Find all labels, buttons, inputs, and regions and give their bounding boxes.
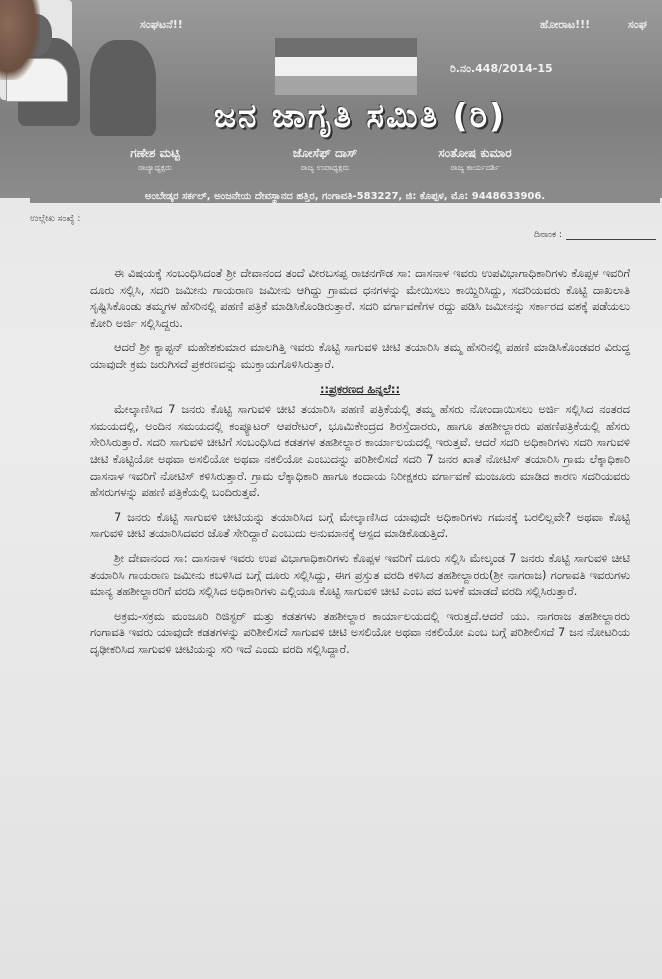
officer-secretary [420,146,530,173]
officer-role: ರಾಜ್ಯಾಧ್ಯಕ್ಷರು [138,163,172,172]
registration-number: ರಿ.ನಂ.448/2014-15 [450,62,553,75]
section-heading: ::ಪ್ರಕರಣದ ಹಿನ್ನಲೆ:: [319,381,401,396]
reference-number-label: ಉಲ್ಲೇಖ ಸಂಖ್ಯೆ : [30,214,81,224]
date-label: ದಿನಾಂಕ : [534,230,562,240]
slogan-far: ಸಂಘ [628,18,647,31]
officer-name: ಜೋಸೆಫ್ ದಾಸ್ [292,146,358,160]
officer-role: ರಾಜ್ಯ ಉಪಾಧ್ಯಕ್ಷರು [300,163,350,172]
paragraph-2: ಆದರೆ ಶ್ರೀ ಕ್ಯಾಪ್ಟನ್ ಮಹೇಶಕುಮಾರ ಮಾಲಗಿತ್ತಿ ಇವರು ಕೊಟ್ಟಿ ಸಾಗುವಳಿ ಚೀಟಿ ತಯಾರಿಸಿ ತಮ್ಮ ಹೆಸರಿನಲ್ಲಿ ಪಹಣಿ ಮಾಡಿಸಿಕೊಂಡವರ ವಿರುದ್ಧ ಯಾವುದೇ ಕ್ರಮ ಜರುಗಿಸದೆ ಪ್ರಕರಣವನ್ನು ಮುಕ್ತಾಯಗೊಳಿಸಿರುತ್ತಾರೆ. [90,340,630,371]
officer-name: ಗಣೇಶ ಮಟ್ಟಿ [130,146,180,160]
slogan-left: ಸಂಘಟನೆ!! [140,18,183,31]
paragraph-6: ಅಕ್ರಮ-ಸಕ್ರಮ ಮಂಜೂರಿ ರಿಜಿಸ್ಟರ್ ಮತ್ತು ಕಡತಗಳು ತಹಶೀಲ್ದಾರ ಕಾರ್ಯಾಲಯದಲ್ಲಿ ಇರುತ್ತದೆ.ಆದರೆ ಯು. ನಾಗರಾಜ ತಹಶೀಲ್ದಾರರು ಗಂಗಾವತಿ ಇವರು ಯಾವುದೇ ಕಡತಗಳನ್ನು ಪರಿಶೀಲಿಸದೆ ಸಾಗುವಳಿ ಚೀಟಿ ಅಸಲಿಯೋ ಅಥವಾ ನಕಲಿಯೋ ಎಂಬ ಬಗ್ಗೆ ಪರಿಶೀಲಿಸದೆ 7 ಜನ ನೋಟರಿಯ ದೃಢೀಕರಿಸಿದ ಸಾಗುವಳಿ ಚೀಟಿಯನ್ನು ಸರಿ ಇದೆ ಎಂದು ವರದಿ ಸಲ್ಲಿಸಿದ್ದಾರೆ. [90,608,630,656]
organization-address: ಅಂಬೇಡ್ಕರ ಸರ್ಕಲ್, ಅಂಜನೇಯ ದೇವಸ್ಥಾನದ ಹತ್ತಿರ, ಗಂಗಾವತಿ-583227, ಜಿ: ಕೊಪ್ಪಳ, ಮೊ: 9448633906. [30,190,660,203]
paragraph-3: ಮೇಲ್ಕಾಣಿಸಿದ 7 ಜನರು ಕೊಟ್ಟಿ ಸಾಗುವಳಿ ಚೀಟಿ ತಯಾರಿಸಿ ಪಹಣಿ ಪತ್ರಿಕೆಯಲ್ಲಿ ತಮ್ಮ ಹೆಸರು ನೋಂದಾಯಿಸಲು ಅರ್ಜಿ ಸಲ್ಲಿಸಿದ ನಂತರದ ಸಮಯದಲ್ಲಿ, ಅಂದಿನ ಸಮಯದಲ್ಲಿ ಕಂಪ್ಯೂಟರ್ ಆಪರೇಟರ್, ಭೂಮಿಕೇಂದ್ರದ ಶಿರಸ್ತೆದಾರರು, ಹಾಗೂ ತಹಶೀಲ್ದಾರರು ಪಹಣಿಪತ್ರಿಕೆಯಲ್ಲಿ ಹೆಸರು ಸೇರಿಸಿರುತ್ತಾರೆ. ಸದರಿ ಸಾಗುವಳಿ ಚೀಟಿಗೆ ಸಂಬಂಧಿಸಿದ ಕಡತಗಳ ತಹಶೀಲ್ದಾರ ಕಾರ್ಯಾಲಯದಲ್ಲಿ ಇರುತ್ತವೆ. ಆದರೆ ಸದರಿ ಅಧಿಕಾರಿಗಳು ಸದರಿ ಸಾಗುವಳಿ ಚೀಟಿ ಕೊಟ್ಟಿಯೋ ಅಥವಾ ಅಸಲಿಯೋ ಅಥವಾ ನಕಲಿಯೋ ಎಂಬುದನ್ನು ಪರಿಶೀಲಿಸದೆ ಸದರಿ 7 ಜನರ ಖಾತೆ ನೋಟಿಸ್ ತಯಾರಿಸಿ ಗ್ರಾಮ ಲೆಕ್ಕಾಧಿಕಾರಿ ದಾಸನಾಳ ಇವರಿಗೆ ನೋಟಿಸ್ ಕಳಿಸಿರುತ್ತಾರೆ. ಗ್ರಾಮ ಲೆಕ್ಕಾಧಿಕಾರಿ ಹಾಗೂ ಕಂದಾಯ ನಿರೀಕ್ಷಕರು ವರ್ಗಾವಣೆ ಮಂಜೂರು ಮಾಡಿದ ಕಾರಣ ಸದರಿಯವರು ಹೆಸರುಗಳನ್ನು ಪಹಣಿ ಪತ್ರಿಕೆಯಲ್ಲಿ ಬಂದಿರುತ್ತವೆ. [90,402,630,500]
flag-emblem [275,38,417,96]
date-field [534,230,656,240]
officer-role: ರಾಜ್ಯ ಕಾರ್ಯದರ್ಶಿ [450,163,500,172]
organization-name: ಜನ ಜಾಗೃತಿ ಸಮಿತಿ (ರಿ) [213,96,507,135]
thumb-holding-page [0,0,40,80]
leader-portrait-2 [90,40,156,136]
letter-body [90,265,630,665]
paragraph-1: ಈ ವಿಷಯಕ್ಕೆ ಸಂಬಂಧಿಸಿದಂತೆ ಶ್ರೀ ದೇವಾನಂದ ತಂದೆ ವೀರಬಸಪ್ಪ ರಾಚನಗೌಡ ಸಾ: ದಾಸನಾಳ ಇವರು ಉಪವಿಭಾಗಾಧಿಕಾರಿಗಳು ಕೊಪ್ಪಳ ಇವರಿಗೆ ದೂರು ಸಲ್ಲಿಸಿ, ಸದರಿ ಜಮೀನು ಗಾಯರಾಣ ಜಮೀನು ಆಗಿದ್ದು ಗ್ರಾಮದ ಧನಗಳನ್ನು ಮೇಯಿಸಲು ಕಾಯ್ದಿರಿಸಿದ್ದು, ಸದರಿಯವರು ಕೊಟ್ಟಿ ದಾಖಲಾತಿ ಸೃಷ್ಟಿಸಿಕೊಂಡು ತಮ್ಮಗಳ ಹೆಸರಿನಲ್ಲಿ ಪಹಣಿ ಪತ್ರಿಕೆ ಮಾಡಿಸಿಕೊಂಡಿರುತ್ತಾರೆ. ಸದರಿ ವರ್ಗಾವಣೆಗಳ ರದ್ದು ಪಡಿಸಿ ಜಮೀನನ್ನು ಸರ್ಕಾರದ ವಶಕ್ಕೆ ಪಡೆಯಲು ಕೋರಿ ಅರ್ಜಿ ಸಲ್ಲಿಸಿದ್ದರು. [90,266,630,330]
letterhead [0,0,662,198]
paragraph-5: ಶ್ರೀ ದೇವಾನಂದ ಸಾ: ದಾಸನಾಳ ಇವರು ಉಪ ವಿಭಾಗಾಧಿಕಾರಿಗಳು ಕೊಪ್ಪಳ ಇವರಿಗೆ ದೂರು ಸಲ್ಲಿಸಿ ಮೇಲ್ಕಂಡ 7 ಜನರು ಕೊಟ್ಟಿ ಸಾಗುವಳಿ ಚೀಟಿ ತಯಾರಿಸಿ ಗಾಯರಾಣ ಜಮೀನು ಕಬಳಿಸಿದ ಬಗ್ಗೆ ದೂರು ಸಲ್ಲಿಸಿದ್ದು, ಈಗ ಪ್ರಸ್ತುತ ವರದಿ ಕಳಿಸಿದ ತಹಶೀಲ್ದಾರರು(ಶ್ರೀ ನಾಗರಾಜ) ಗಂಗಾವತಿ ಇವರುಗಳು ಮಾನ್ಯ ತಹಶೀಲ್ದಾರರಿಗೆ ವರದಿ ಸಲ್ಲಿಸಿದ ಅಧಿಕಾರಿಗಳು ಎಲ್ಲಿಯೂ ಕೊಟ್ಟಿ ಸಾಗುವಳಿ ಚೀಟಿ ಎಂಬ ಪದ ಬಳಕೆ ಮಾಡದೆ ವರದಿ ಸಲ್ಲಿಸಿರುತ್ತಾರೆ. [90,550,630,599]
officer-name: ಸಂತೋಷ ಕುಮಾರ [438,146,512,160]
officer-president [110,146,200,173]
slogan-right: ಹೋರಾಟ!!! [540,18,591,31]
officer-vice-president [270,146,380,173]
paragraph-4: 7 ಜನರು ಕೊಟ್ಟಿ ಸಾಗುವಳಿ ಚೀಟಿಯನ್ನು ತಯಾರಿಸಿದ ಬಗ್ಗೆ ಮೇಲ್ಕಾಣಿಸಿದ ಯಾವುದೇ ಅಧಿಕಾರಿಗಳು ಗಮನಕ್ಕೆ ಬರಲಿಲ್ಲವೇ? ಅಥವಾ ಕೊಟ್ಟಿ ಸಾಗುವಳಿ ಚೀಟಿ ತಯಾರಿಸಿದವರ ಜೊತೆ ಸೇರಿದ್ದಾರೆ ಎಂಬುದು ಅನುಮಾನಕ್ಕೆ ಆಸ್ಪದ ಮಾಡಿಕೊಡುತ್ತಿದೆ. [90,509,630,541]
